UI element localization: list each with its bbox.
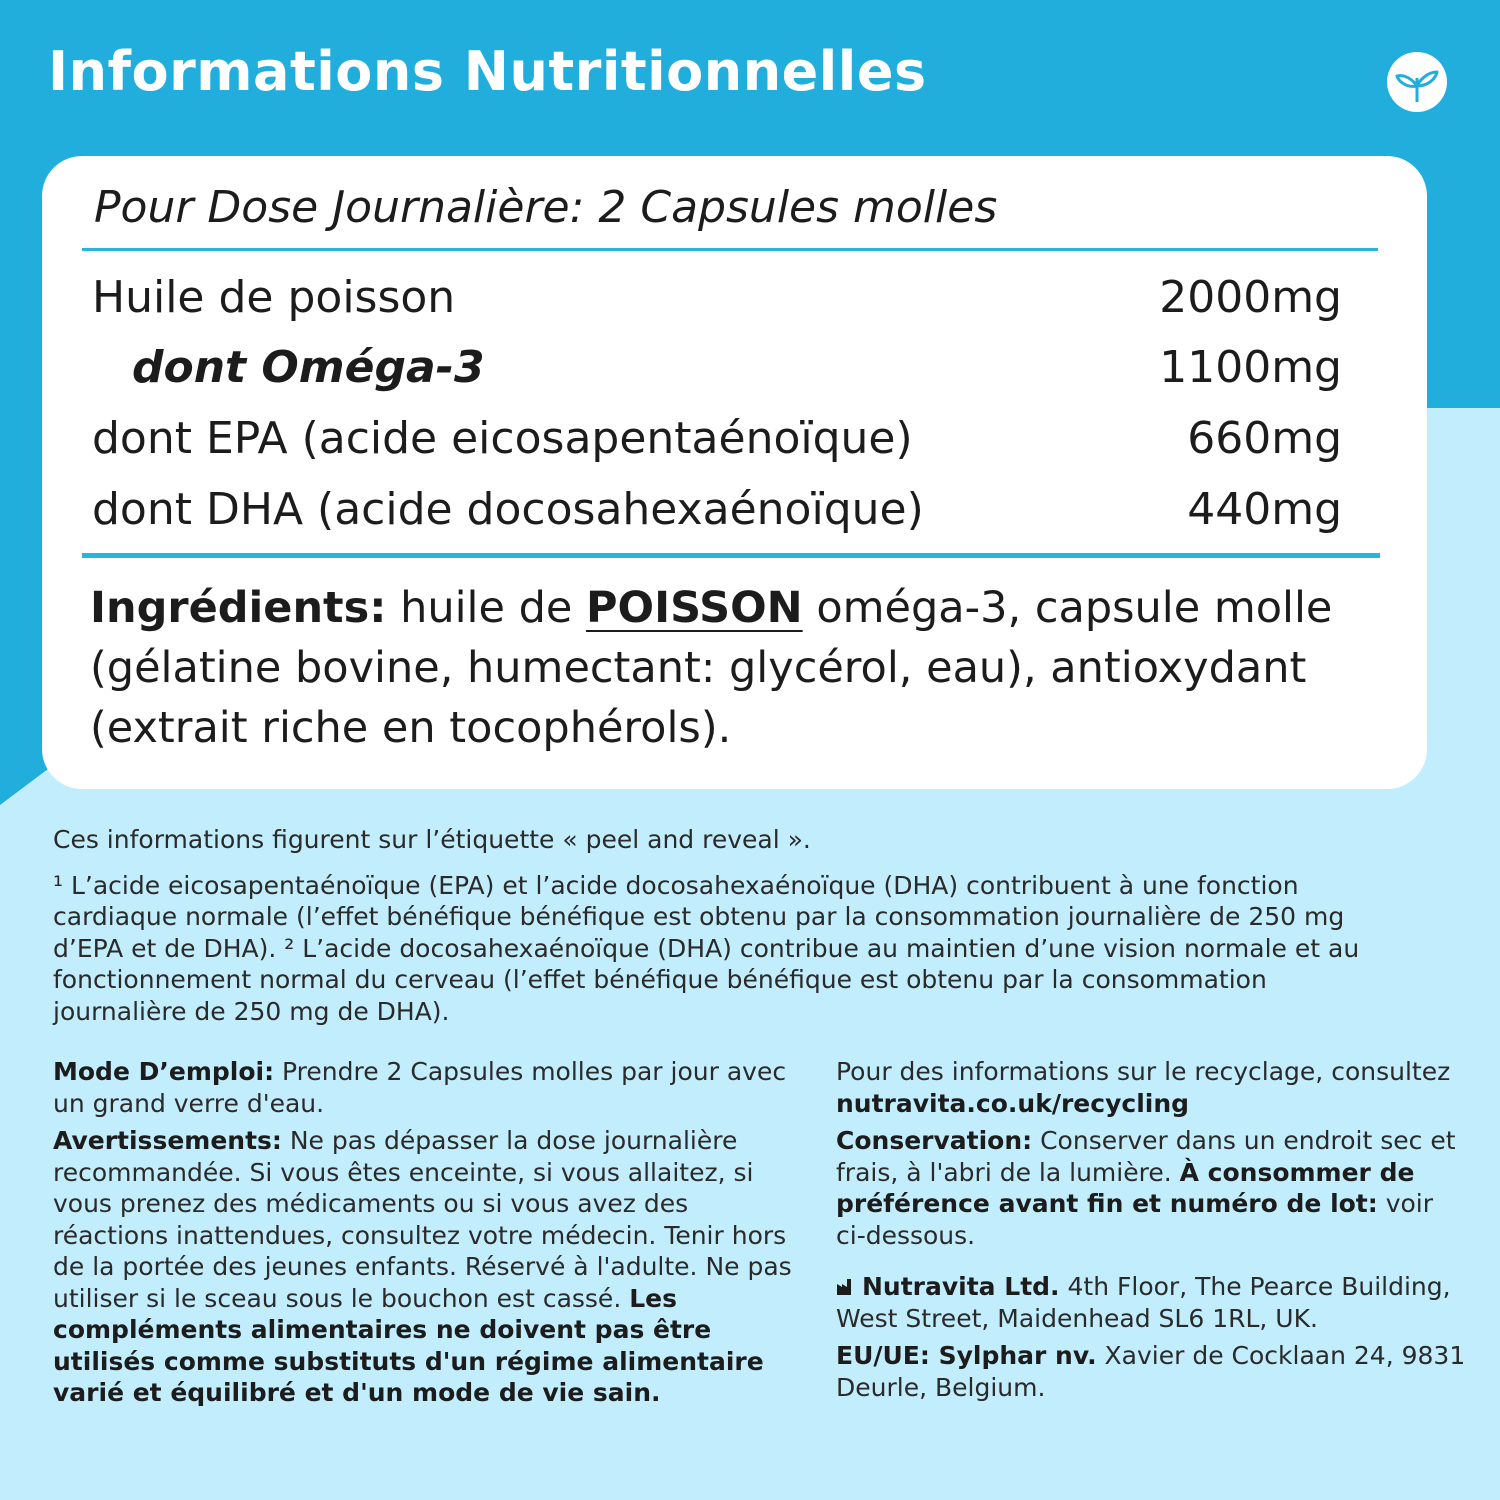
left-column xyxy=(53,1056,793,1415)
nutrient-value: 660mg xyxy=(1187,413,1342,464)
allergen: POISSON xyxy=(586,583,803,633)
bestbefore-label: À consommer de préférence avant fin et numéro de lot: xyxy=(836,1157,1415,1218)
bestbefore-text: voir ci-dessous. xyxy=(836,1189,1434,1250)
right-column xyxy=(836,1056,1466,1409)
usage-text: Prendre 2 Capsules molles par jour avec un grand verre d'eau. xyxy=(53,1057,787,1118)
divider xyxy=(82,553,1380,558)
storage-label: Conservation: xyxy=(836,1126,1033,1155)
nutrient-name: Huile de poisson xyxy=(92,272,456,323)
manufacturer-address: 4th Floor, The Pearce Building, West Street, Maidenhead SL6 1RL, UK. xyxy=(836,1272,1451,1333)
recycling-text: Pour des informations sur le recyclage, consultez xyxy=(836,1057,1451,1086)
ingredients-label: Ingrédients: xyxy=(90,583,387,633)
page-title: Informations Nutritionnelles xyxy=(48,40,927,103)
nutrient-name: dont Oméga-3 xyxy=(132,342,485,393)
warnings-text: Ne pas dépasser la dose journalière recommandée. Si vous êtes enceinte, si vous allaitez, si vous prenez des médicaments ou si vous avez des réactions inattendues, consultez votre médecin. Tenir hors de la portée des jeunes enfants. Réservé à l'adulte. Ne pas utiliser si le sceau sous le bouchon est cassé. xyxy=(53,1126,792,1313)
nutrient-row xyxy=(92,342,1342,402)
sprout-icon xyxy=(1387,52,1447,112)
nutrient-value: 2000mg xyxy=(1159,272,1342,323)
storage-paragraph xyxy=(836,1125,1466,1251)
health-claims: ¹ L’acide eicosapentaénoïque (EPA) et l’acide docosahexaénoïque (DHA) contribuent à une fonction cardiaque normale (l’effet bénéfique bénéfique est obtenu par la consommation journalière de 250 mg d’EPA et de DHA). ² L’acide docosahexaénoïque (DHA) contribue au maintien d’une vision normale et au fonctionnement normal du cerveau (l’effet bénéfique bénéfique est obtenu par la consommation journalière de 250 mg de DHA). xyxy=(53,870,1360,1026)
ingredients-text xyxy=(90,578,1340,758)
warnings-paragraph xyxy=(53,1125,793,1409)
usage-paragraph xyxy=(53,1056,793,1119)
nutrient-name: dont EPA (acide eicosapentaénoïque) xyxy=(92,413,913,464)
dose-label: Pour Dose Journalière: 2 Capsules molles xyxy=(94,182,998,233)
eu-paragraph xyxy=(836,1340,1466,1403)
warnings-label: Avertissements: xyxy=(53,1126,282,1155)
eu-address: Xavier de Cocklaan 24, 9831 Deurle, Belgium. xyxy=(836,1341,1466,1402)
usage-label: Mode D’emploi: xyxy=(53,1057,275,1086)
recycling-paragraph xyxy=(836,1056,1466,1119)
nutrient-value: 440mg xyxy=(1187,484,1342,535)
eu-label: EU/UE: Sylphar nv. xyxy=(836,1341,1097,1370)
ingredients-part: oméga-3, capsule molle (gélatine bovine, humectant: glycérol, eau), antioxydant (extrait riche en tocophérols). xyxy=(90,583,1333,753)
manufacturer-name: Nutravita Ltd. xyxy=(862,1272,1060,1301)
recycling-link[interactable]: nutravita.co.uk/recycling xyxy=(836,1088,1190,1118)
manufacturer-paragraph xyxy=(836,1271,1466,1334)
ingredients-part: huile de xyxy=(386,583,587,633)
notes-section xyxy=(53,824,1433,1041)
nutrient-row xyxy=(92,413,1342,473)
peel-note: Ces informations figurent sur l’étiquette « peel and reveal ». xyxy=(53,825,811,854)
warnings-bold: Les compléments alimentaires ne doivent pas être utilisés comme substituts d'un régime alimentaire varié et équilibré et d'un mode de vie sain. xyxy=(53,1283,764,1407)
nutrient-row xyxy=(92,272,1342,332)
nutrient-name: dont DHA (acide docosahexaénoïque) xyxy=(92,484,924,535)
divider xyxy=(82,248,1378,251)
storage-text: Conserver dans un endroit sec et frais, à l'abri de la lumière. xyxy=(836,1126,1456,1187)
factory-icon xyxy=(836,1272,856,1292)
nutrient-row xyxy=(92,484,1342,544)
nutrient-value: 1100mg xyxy=(1159,342,1342,393)
nutrition-card xyxy=(42,156,1427,789)
